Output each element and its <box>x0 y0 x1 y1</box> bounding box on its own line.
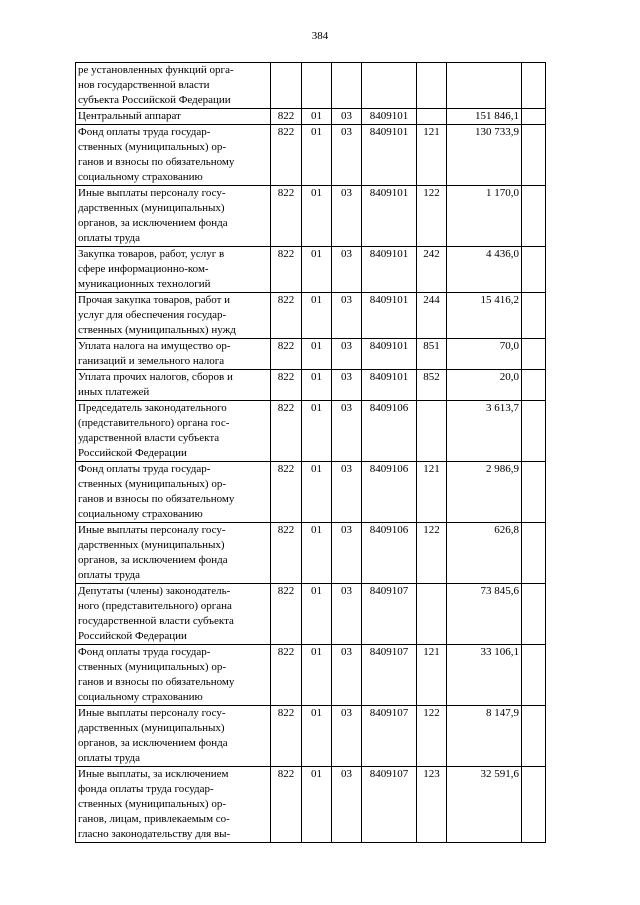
amount-cell: 3 613,7 <box>447 401 522 462</box>
table-row <box>76 767 546 843</box>
row-name-cell: Уплата налога на имущество ор- ганизаций и земельного налога <box>76 339 271 370</box>
section-code-cell: 01 <box>302 293 332 339</box>
subsection-code-cell: 03 <box>332 584 362 645</box>
extra-cell <box>522 63 546 109</box>
target-article-cell: 8409106 <box>362 523 417 584</box>
row-name-cell: Иные выплаты персоналу госу- дарственных (муниципальных) органов, за исключением фонда оплаты труда <box>76 186 271 247</box>
ministry-code-cell: 822 <box>271 706 302 767</box>
extra-cell <box>522 523 546 584</box>
extra-cell <box>522 370 546 401</box>
subsection-code-cell: 03 <box>332 401 362 462</box>
amount-cell: 20,0 <box>447 370 522 401</box>
ministry-code-cell: 822 <box>271 125 302 186</box>
section-code-cell: 01 <box>302 706 332 767</box>
page-number: 384 <box>311 30 329 42</box>
amount-cell: 4 436,0 <box>447 247 522 293</box>
table-row <box>76 339 546 370</box>
expense-type-cell <box>417 63 447 109</box>
expense-type-cell: 242 <box>417 247 447 293</box>
budget-table <box>75 62 546 843</box>
expense-type-cell: 121 <box>417 462 447 523</box>
section-code-cell: 01 <box>302 370 332 401</box>
extra-cell <box>522 247 546 293</box>
table-row <box>76 63 546 109</box>
target-article-cell: 8409107 <box>362 767 417 843</box>
table-row <box>76 523 546 584</box>
section-code-cell: 01 <box>302 125 332 186</box>
row-name-cell: Председатель законодательного (представительного) органа гос- ударственной власти субъекта Российской Федерации <box>76 401 271 462</box>
extra-cell <box>522 293 546 339</box>
section-code-cell: 01 <box>302 339 332 370</box>
section-code-cell: 01 <box>302 645 332 706</box>
table-row <box>76 125 546 186</box>
ministry-code-cell: 822 <box>271 339 302 370</box>
expense-type-cell: 123 <box>417 767 447 843</box>
subsection-code-cell: 03 <box>332 523 362 584</box>
row-name-cell: Уплата прочих налогов, сборов и иных платежей <box>76 370 271 401</box>
target-article-cell: 8409101 <box>362 109 417 125</box>
extra-cell <box>522 584 546 645</box>
section-code-cell <box>302 63 332 109</box>
target-article-cell: 8409107 <box>362 706 417 767</box>
expense-type-cell: 122 <box>417 706 447 767</box>
table-body <box>76 63 546 843</box>
extra-cell <box>522 339 546 370</box>
table-row <box>76 645 546 706</box>
amount-cell: 33 106,1 <box>447 645 522 706</box>
expense-type-cell: 122 <box>417 523 447 584</box>
amount-cell: 73 845,6 <box>447 584 522 645</box>
target-article-cell: 8409101 <box>362 125 417 186</box>
amount-cell: 70,0 <box>447 339 522 370</box>
subsection-code-cell: 03 <box>332 706 362 767</box>
target-article-cell <box>362 63 417 109</box>
extra-cell <box>522 401 546 462</box>
target-article-cell: 8409101 <box>362 339 417 370</box>
subsection-code-cell: 03 <box>332 186 362 247</box>
subsection-code-cell: 03 <box>332 125 362 186</box>
table-row <box>76 247 546 293</box>
table-row <box>76 462 546 523</box>
ministry-code-cell: 822 <box>271 767 302 843</box>
amount-cell: 2 986,9 <box>447 462 522 523</box>
expense-type-cell <box>417 109 447 125</box>
ministry-code-cell: 822 <box>271 462 302 523</box>
table-row <box>76 109 546 125</box>
section-code-cell: 01 <box>302 584 332 645</box>
amount-cell: 32 591,6 <box>447 767 522 843</box>
subsection-code-cell: 03 <box>332 645 362 706</box>
subsection-code-cell: 03 <box>332 109 362 125</box>
target-article-cell: 8409106 <box>362 462 417 523</box>
section-code-cell: 01 <box>302 186 332 247</box>
extra-cell <box>522 125 546 186</box>
target-article-cell: 8409101 <box>362 247 417 293</box>
expense-type-cell: 121 <box>417 125 447 186</box>
table-row <box>76 401 546 462</box>
ministry-code-cell <box>271 63 302 109</box>
row-name-cell: Иные выплаты персоналу госу- дарственных (муниципальных) органов, за исключением фонда оплаты труда <box>76 706 271 767</box>
amount-cell: 151 846,1 <box>447 109 522 125</box>
extra-cell <box>522 186 546 247</box>
section-code-cell: 01 <box>302 247 332 293</box>
target-article-cell: 8409101 <box>362 293 417 339</box>
target-article-cell: 8409101 <box>362 186 417 247</box>
subsection-code-cell: 03 <box>332 339 362 370</box>
table-row <box>76 706 546 767</box>
target-article-cell: 8409107 <box>362 584 417 645</box>
ministry-code-cell: 822 <box>271 247 302 293</box>
ministry-code-cell: 822 <box>271 186 302 247</box>
ministry-code-cell: 822 <box>271 109 302 125</box>
target-article-cell: 8409101 <box>362 370 417 401</box>
table-row <box>76 186 546 247</box>
expense-type-cell <box>417 401 447 462</box>
subsection-code-cell: 03 <box>332 293 362 339</box>
amount-cell: 1 170,0 <box>447 186 522 247</box>
extra-cell <box>522 109 546 125</box>
amount-cell: 8 147,9 <box>447 706 522 767</box>
ministry-code-cell: 822 <box>271 523 302 584</box>
expense-type-cell: 122 <box>417 186 447 247</box>
extra-cell <box>522 645 546 706</box>
ministry-code-cell: 822 <box>271 293 302 339</box>
expense-type-cell: 121 <box>417 645 447 706</box>
extra-cell <box>522 767 546 843</box>
expense-type-cell: 851 <box>417 339 447 370</box>
extra-cell <box>522 706 546 767</box>
section-code-cell: 01 <box>302 767 332 843</box>
subsection-code-cell: 03 <box>332 462 362 523</box>
ministry-code-cell: 822 <box>271 370 302 401</box>
expense-type-cell: 852 <box>417 370 447 401</box>
table-row <box>76 370 546 401</box>
ministry-code-cell: 822 <box>271 645 302 706</box>
amount-cell: 130 733,9 <box>447 125 522 186</box>
row-name-cell: ре установленных функций орга- нов государственной власти субъекта Российской Федерации <box>76 63 271 109</box>
section-code-cell: 01 <box>302 462 332 523</box>
ministry-code-cell: 822 <box>271 584 302 645</box>
subsection-code-cell: 03 <box>332 767 362 843</box>
row-name-cell: Прочая закупка товаров, работ и услуг для обеспечения государ- ственных (муниципальных) нужд <box>76 293 271 339</box>
target-article-cell: 8409107 <box>362 645 417 706</box>
row-name-cell: Центральный аппарат <box>76 109 271 125</box>
table-row <box>76 584 546 645</box>
expense-type-cell: 244 <box>417 293 447 339</box>
target-article-cell: 8409106 <box>362 401 417 462</box>
row-name-cell: Закупка товаров, работ, услуг в сфере информационно-ком- муникационных технологий <box>76 247 271 293</box>
row-name-cell: Фонд оплаты труда государ- ственных (муниципальных) ор- ганов и взносы по обязательному социальному страхованию <box>76 645 271 706</box>
row-name-cell: Фонд оплаты труда государ- ственных (муниципальных) ор- ганов и взносы по обязательному социальному страхованию <box>76 125 271 186</box>
subsection-code-cell: 03 <box>332 370 362 401</box>
amount-cell: 15 416,2 <box>447 293 522 339</box>
ministry-code-cell: 822 <box>271 401 302 462</box>
row-name-cell: Иные выплаты персоналу госу- дарственных (муниципальных) органов, за исключением фонда оплаты труда <box>76 523 271 584</box>
subsection-code-cell <box>332 63 362 109</box>
section-code-cell: 01 <box>302 523 332 584</box>
extra-cell <box>522 462 546 523</box>
section-code-cell: 01 <box>302 401 332 462</box>
table-row <box>76 293 546 339</box>
amount-cell <box>447 63 522 109</box>
row-name-cell: Фонд оплаты труда государ- ственных (муниципальных) ор- ганов и взносы по обязательному социальному страхованию <box>76 462 271 523</box>
row-name-cell: Иные выплаты, за исключением фонда оплаты труда государ- ственных (муниципальных) ор- ганов, лицам, привлекаемым со- гласно законодательству для вы- <box>76 767 271 843</box>
subsection-code-cell: 03 <box>332 247 362 293</box>
expense-type-cell <box>417 584 447 645</box>
row-name-cell: Депутаты (члены) законодатель- ного (представительного) органа государственной власти субъекта Российской Федерации <box>76 584 271 645</box>
section-code-cell: 01 <box>302 109 332 125</box>
amount-cell: 626,8 <box>447 523 522 584</box>
